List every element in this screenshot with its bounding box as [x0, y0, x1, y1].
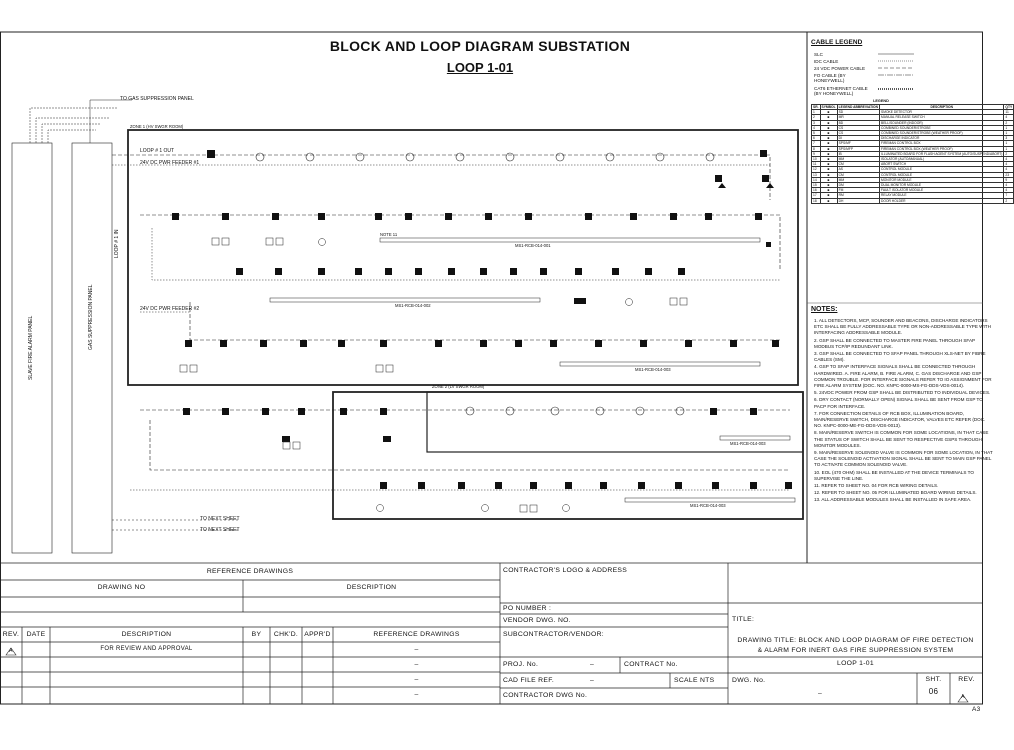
- loop-title: LOOP 1-01: [446, 60, 514, 75]
- legend-description: CONTROL MODULE: [880, 172, 1004, 177]
- tb-dwg-no-val: –: [818, 690, 823, 697]
- tb-rev-ref: –: [414, 646, 419, 653]
- legend-abbrev: RM: [837, 193, 879, 198]
- legend-qty: 2: [1004, 151, 1014, 156]
- drawing-title: BLOCK AND LOOP DIAGRAM SUBSTATION: [329, 38, 631, 54]
- legend-abbrev: MR: [837, 115, 879, 120]
- note-item: 13. ALL ADDRESSABLE MODULES SHALL BE INSTALLED IN SAFE AREA.: [814, 497, 972, 503]
- rcb-label-5: MS1-RCB-014-003: [690, 503, 726, 508]
- tb-ref-header: REFERENCE DRAWINGS: [373, 631, 460, 638]
- legend-symbol-icon: ■: [820, 188, 837, 193]
- tb-proj-no: PROJ. No.: [503, 661, 539, 668]
- tb-dash: –: [414, 676, 419, 683]
- legend-abbrev: DI: [837, 136, 879, 141]
- legend-description: ISOLATOR (AUTO/MANUAL): [880, 157, 1004, 162]
- legend-qty: 9: [1004, 177, 1014, 182]
- legend-sr: 8: [812, 146, 821, 151]
- tb-date-header: DATE: [26, 631, 46, 638]
- legend-sr: 12: [812, 167, 821, 172]
- rcb-label-3: MS1-RCB-014-003: [635, 367, 671, 372]
- zone-2-label: ZONE 2 (LV SWGR ROOM): [432, 384, 485, 389]
- tb-cad-file: CAD FILE REF.: [503, 677, 555, 684]
- legend-abbrev: AS: [837, 167, 879, 172]
- legend-sr: 3: [812, 120, 821, 125]
- legend-description: DUAL MONITOR MODULE: [880, 183, 1004, 188]
- cable-legend-cat6: CAT6 ETHERNET CABLE (BY HONEYWELL): [814, 86, 868, 96]
- legend-qty: 1: [1004, 131, 1014, 136]
- legend-qty: 3: [1004, 136, 1014, 141]
- legend-abbrev: SPS/MF: [837, 141, 879, 146]
- legend-qty: 1: [1004, 141, 1014, 146]
- legend-sr: 9: [812, 151, 821, 156]
- legend-abbrev: IB: [837, 151, 879, 156]
- tb-drawing-title-2: & ALARM FOR INERT GAS FIRE SUPPRESSION SYSTEM: [757, 647, 954, 654]
- legend-symbol-icon: ■: [820, 131, 837, 136]
- tb-chkd-header: CHK'D.: [273, 631, 299, 638]
- tb-dwg-no: DWG. No.: [732, 677, 766, 684]
- legend-abbrev: CS: [837, 131, 879, 136]
- legend-symbol-icon: ■: [820, 136, 837, 141]
- tb-rev-header: REV.: [2, 631, 20, 638]
- legend-qty: 2: [1004, 198, 1014, 203]
- loop-in-label: LOOP # 1 IN: [114, 229, 120, 258]
- legend-abbrev: BD: [837, 120, 879, 125]
- tb-rev-val: A: [961, 694, 965, 700]
- legend-symbol-icon: ■: [820, 193, 837, 198]
- legend-qty: 11: [1004, 110, 1014, 115]
- note-item: 6. DRY CONTACT (NORMALLY OPEN) SIGNAL SHALL BE SENT FROM GSP TO PACP FOR INTERFACE.: [814, 397, 983, 409]
- note-tag: NOTE 11: [380, 232, 398, 237]
- legend-description: MONITOR MODULE: [880, 177, 1004, 182]
- legend-header: LEGEND ABBREVIATION: [838, 105, 878, 109]
- tb-sht: SHT.: [925, 676, 942, 683]
- cable-legend-slc: SLC: [814, 52, 823, 57]
- note-item: 12. REFER TO SHEET NO. 05 FOR ILLUMINATED BOARD WIRING DETAILS.: [814, 490, 977, 496]
- tb-apprd-header: APPR'D: [304, 631, 331, 638]
- tb-rev-description: FOR REVIEW AND APPROVAL: [100, 646, 193, 652]
- rcb-label-1: MS1-RCB-014-001: [515, 243, 551, 248]
- note-item: 2. GSP SHALL BE CONNECTED TO MASTER FIRE PANEL THROUGH SFAP MODBUS TCP/IP REDUNDANT LINK.: [814, 337, 975, 349]
- legend-header: QTY: [1005, 105, 1013, 109]
- slave-panel-label: SLAVE FIRE ALARM PANEL: [28, 315, 34, 380]
- legend-header: SYMBOL: [821, 105, 836, 109]
- cable-legend-24vdc: 24 VDC POWER CABLE: [814, 66, 866, 71]
- legend-qty: 7: [1004, 193, 1014, 198]
- legend-symbol-icon: ■: [820, 172, 837, 177]
- zone-1-label: ZONE 1 (HV SWGR ROOM): [130, 124, 184, 129]
- tb-cad-file-val: –: [590, 677, 595, 684]
- rcb-label-4: MS1-RCB-014-003: [730, 441, 766, 446]
- legend-qty: 4: [1004, 188, 1014, 193]
- legend-sr: 10: [812, 157, 821, 162]
- legend-abbrev: DH: [837, 198, 879, 203]
- legend-qty: 2: [1004, 120, 1014, 125]
- feeder-1-label: 24V DC PWR FEEDER #1: [140, 160, 200, 166]
- gas-panel-label: GAS SUPPRESSION PANEL: [88, 284, 94, 350]
- legend-abbrev: DM: [837, 183, 879, 188]
- loop-out-label: LOOP # 1 OUT: [140, 148, 175, 154]
- legend-description: DOOR HOLDER: [880, 198, 1004, 203]
- legend-sr: 18: [812, 198, 821, 203]
- legend-qty: 1: [1004, 146, 1014, 151]
- cable-legend-idc: IDC CABLE: [814, 59, 839, 64]
- tb-contractor-dwg: CONTRACTOR DWG No.: [503, 692, 588, 699]
- legend-description: COMBINED SOUNDER/STROBE: [880, 125, 1004, 130]
- legend-abbrev: FM: [837, 188, 879, 193]
- tb-contract-no: CONTRACT No.: [624, 661, 678, 668]
- legend-sr: 17: [812, 193, 821, 198]
- legend-sr: 1: [812, 110, 821, 115]
- legend-symbol-icon: ■: [820, 151, 837, 156]
- tb-desc-header: DESCRIPTION: [121, 631, 172, 638]
- legend-qty: 4: [1004, 162, 1014, 167]
- legend-description: FIREMAN CONTROL BOX (WEATHER PROOF): [880, 146, 1004, 151]
- tb-sht-val: 06: [928, 687, 939, 696]
- legend-qty: 4: [1004, 183, 1014, 188]
- legend-sr: 16: [812, 188, 821, 193]
- legend-symbol-icon: ■: [820, 115, 837, 120]
- legend-abbrev: CM: [837, 172, 879, 177]
- legend-abbrev: CS: [837, 125, 879, 130]
- note-item: 7. FOR CONNECTION DETAILS OF RCB BOX, ILLUMINATION BOARD, MAIN/RESERVE SWITCH, DISCHARGE INDICATOR, VALVES ETC REFER (DOC. NO. KNPC-0000-ME-FG-DDS-VDS-0013).: [814, 410, 986, 429]
- legend-symbol-icon: ■: [820, 110, 837, 115]
- legend-sr: 7: [812, 141, 821, 146]
- device-legend-title: LEGEND: [873, 99, 889, 103]
- legend-sr: 15: [812, 183, 821, 188]
- legend-symbol-icon: ■: [820, 198, 837, 203]
- legend-sr: 4: [812, 125, 821, 130]
- rcb-label-2: MS1-RCB-014-002: [395, 303, 431, 308]
- feeder-2-label: 24V DC PWR FEEDER #2: [140, 306, 200, 312]
- tb-dash: –: [414, 661, 419, 668]
- tb-contractor-logo: CONTRACTOR'S LOGO & ADDRESS: [503, 567, 628, 574]
- next-sheet-1: TO NEXT SHEET: [200, 516, 240, 522]
- legend-symbol-icon: ■: [820, 183, 837, 188]
- legend-sr: 13: [812, 172, 821, 177]
- legend-header: DESCRIPTION: [880, 105, 1004, 110]
- legend-symbol-icon: ■: [820, 167, 837, 172]
- tb-rev: REV.: [958, 676, 975, 683]
- tb-description: DESCRIPTION: [346, 584, 397, 591]
- legend-header: SR.: [813, 105, 819, 109]
- legend-abbrev: SPS/MFP: [837, 146, 879, 151]
- note-item: 10. EOL (470 OHM) SHALL BE INSTALLED AT THE DEVICE TERMINALS TO SUPERVISE THE LINE.: [814, 469, 974, 481]
- legend-description: SMOKE DETECTOR: [880, 110, 1004, 115]
- legend-symbol-icon: ■: [820, 146, 837, 151]
- tb-proj-no-val: –: [590, 661, 595, 668]
- note-item: 11. REFER TO SHEET NO. 04 FOR RCB WIRING DETAILS.: [814, 483, 939, 489]
- next-sheet-2: TO NEXT SHEET: [200, 527, 240, 533]
- legend-description: COMBINED SOUNDER/STROBE (WEATHER PROOF): [880, 131, 1004, 136]
- legend-qty: 4: [1004, 167, 1014, 172]
- sheet-size: A3: [972, 706, 981, 713]
- legend-description: RELAY MODULE: [880, 193, 1004, 198]
- tb-reference-drawings: REFERENCE DRAWINGS: [206, 568, 294, 575]
- tb-title-label: TITLE:: [732, 616, 755, 623]
- tb-subcontractor: SUBCONTRACTOR/VENDOR:: [503, 631, 604, 638]
- legend-symbol-icon: ■: [820, 157, 837, 162]
- legend-description: BELL/SOUNDER (INDOOR): [880, 120, 1004, 125]
- note-item: 3. GSP SHALL BE CONNECTED TO SFAP PANEL THROUGH XLS-NET BY FIBRE CABLES (SM).: [814, 351, 986, 363]
- legend-sr: 14: [812, 177, 821, 182]
- legend-sr: 11: [812, 162, 821, 167]
- tb-po-number: PO NUMBER :: [503, 605, 552, 612]
- legend-sr: 6: [812, 136, 821, 141]
- legend-symbol-icon: ■: [820, 162, 837, 167]
- legend-sr: 5: [812, 131, 821, 136]
- legend-abbrev: SD: [837, 110, 879, 115]
- tb-scale: SCALE NTS: [674, 677, 715, 684]
- legend-description: ILLUMINATED BOARD FOR FLASH AGENT SYSTEM (AUTO/SUSPEND/ABORT): [881, 151, 1003, 156]
- note-item: 9. MAIN/RESERVE SOLENOID VALVE IS COMMON FOR SOME LOCATION, IN THAT CASE THE SOLENOID ACTIVATION SIGNAL SHALL BE SENT TO MAIN GSP PANEL TO ACTIVATE COMMON SOLENOID VALVE.: [814, 450, 993, 468]
- legend-symbol-icon: ■: [820, 125, 837, 130]
- legend-qty: 4: [1004, 115, 1014, 120]
- legend-description: ABORT SWITCH: [880, 162, 1004, 167]
- note-item: 8. MAIN/RESERVE SWITCH IS COMMON FOR SOME LOCATIONS, IN THAT CASE THE STATUS OF SWITCH SHALL BE SENT TO RESPECTIVE GSPS THROUGH MONITOR MODULES.: [814, 430, 989, 448]
- tb-vendor-dwg: VENDOR DWG. NO.: [503, 617, 571, 624]
- legend-qty: 1: [1004, 125, 1014, 130]
- tb-drawing-no: DRAWING NO: [97, 584, 146, 591]
- legend-description: CONTROL MODULE: [880, 167, 1004, 172]
- legend-description: DISCHARGE INDICATOR: [880, 136, 1004, 141]
- tb-by-header: BY: [251, 631, 262, 638]
- legend-sr: 2: [812, 115, 821, 120]
- cable-legend-fo: FO CABLE (BY HONEYWELL): [814, 73, 846, 83]
- legend-description: FAULT ISOLATOR MODULE: [880, 188, 1004, 193]
- legend-qty: 23: [1004, 172, 1014, 177]
- note-item: 4. GSP TO SFAP INTERFACE SIGNALS SHALL BE CONNECTED THROUGH HARDWIRED. A. FIRE ALARM, B. FIRE ALARM, C. GAS DISCHARGE AND GSP COMMON TROUBLE. FOR INTERFACE SIGNALS REFER TO IO ASSIGNMENT FOR FIRE ALARM SYSTEM (DOC. NO. KNPC-0000-MS-FG-DDS-VDS-0014).: [814, 364, 992, 389]
- tb-drawing-title-1: DRAWING TITLE: BLOCK AND LOOP DIAGRAM OF FIRE DETECTION: [737, 637, 974, 644]
- notes-title: NOTES:: [811, 306, 838, 313]
- tb-drawing-title-3: LOOP 1-01: [837, 660, 874, 667]
- tb-dash: –: [414, 691, 419, 698]
- legend-abbrev: MM: [837, 177, 879, 182]
- legend-abbrev: MM: [837, 157, 879, 162]
- legend-symbol-icon: ■: [820, 177, 837, 182]
- tb-rev-a: A: [9, 648, 13, 654]
- legend-qty: 4: [1004, 157, 1014, 162]
- note-item: 5. 24VDC POWER FROM GSP SHALL BE DISTRIBUTED TO INDIVIDUAL DEVICES.: [814, 390, 991, 396]
- legend-symbol-icon: ■: [820, 120, 837, 125]
- legend-description: MANUAL RELEASE SWITCH: [880, 115, 1004, 120]
- cable-legend-title: CABLE LEGEND: [811, 39, 863, 46]
- note-item: 1. ALL DETECTORS, MCP, SOUNDER AND BEACONS, DISCHARGE INDICATORS ETC SHALL BE FULLY ADDRESSABLE TYPE OR NON-ADDRESSABLE TYPE WITH INTERFACING ADDRESSABLE MODULE.: [814, 318, 991, 336]
- gas-panel-link-label: TO GAS SUPPRESSION PANEL: [120, 96, 194, 102]
- legend-description: FIREMAN CONTROL BOX: [880, 141, 1004, 146]
- legend-symbol-icon: ■: [820, 141, 837, 146]
- legend-abbrev: CM: [837, 162, 879, 167]
